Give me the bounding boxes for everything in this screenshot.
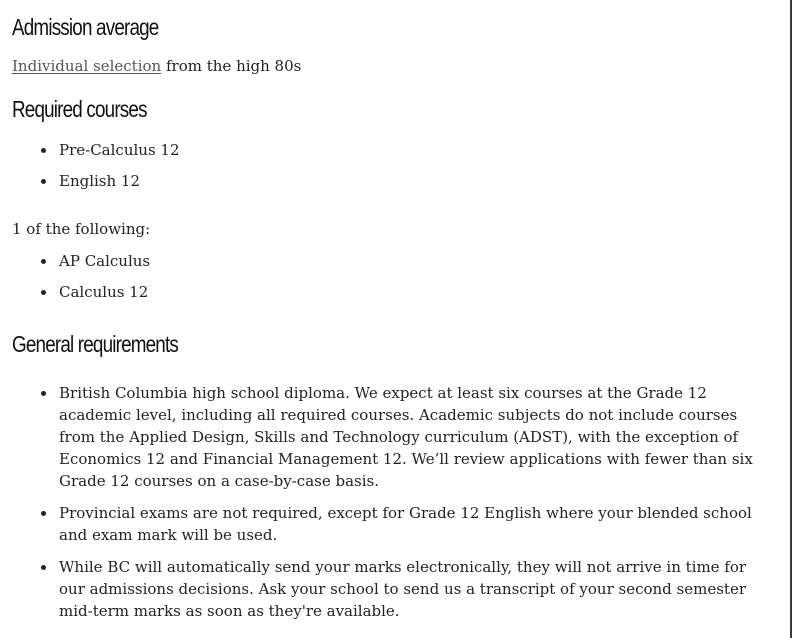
- list-item: [12, 382, 772, 492]
- list-item-text: Provincial exams are not required, except for Grade 12 English where your blended school and exam mark will be used.: [59, 504, 752, 544]
- required-courses-heading: Required courses: [12, 96, 147, 122]
- general-requirements-heading: General requirements: [12, 331, 179, 357]
- admission-average-text: [12, 55, 301, 77]
- list-item: Pre-Calculus 12: [12, 139, 180, 161]
- list-item-text: While BC will automatically send your marks electronically, they will not arrive in time for our admissions decisions. Ask your school to send us a transcript of your second semester mid-term marks as soon as they're available.: [59, 558, 747, 620]
- following-label: 1 of the following:: [12, 220, 151, 238]
- list-item: AP Calculus: [12, 250, 150, 272]
- list-item: English 12: [12, 170, 180, 192]
- individual-selection-link[interactable]: Individual selection: [12, 57, 162, 75]
- list-item: [12, 502, 772, 546]
- list-item: Calculus 12: [12, 281, 150, 303]
- general-requirements-list: [12, 382, 772, 632]
- required-courses-list: [12, 139, 180, 201]
- list-item-text: British Columbia high school diploma. We expect at least six courses at the Grade 12 academic level, including all required courses. Academic subjects do not include courses from the Applied Design, Skills and Technology curriculum (ADST), with the exception of Economics 12 and Financial Management 12. We’ll review applications with fewer than six Grade 12 courses on a case-by-case basis.: [59, 384, 753, 490]
- course-options-list: [12, 250, 150, 312]
- list-item: [12, 556, 772, 622]
- admission-average-heading: Admission average: [12, 14, 159, 40]
- admission-average-value: from the high 80s: [165, 57, 302, 75]
